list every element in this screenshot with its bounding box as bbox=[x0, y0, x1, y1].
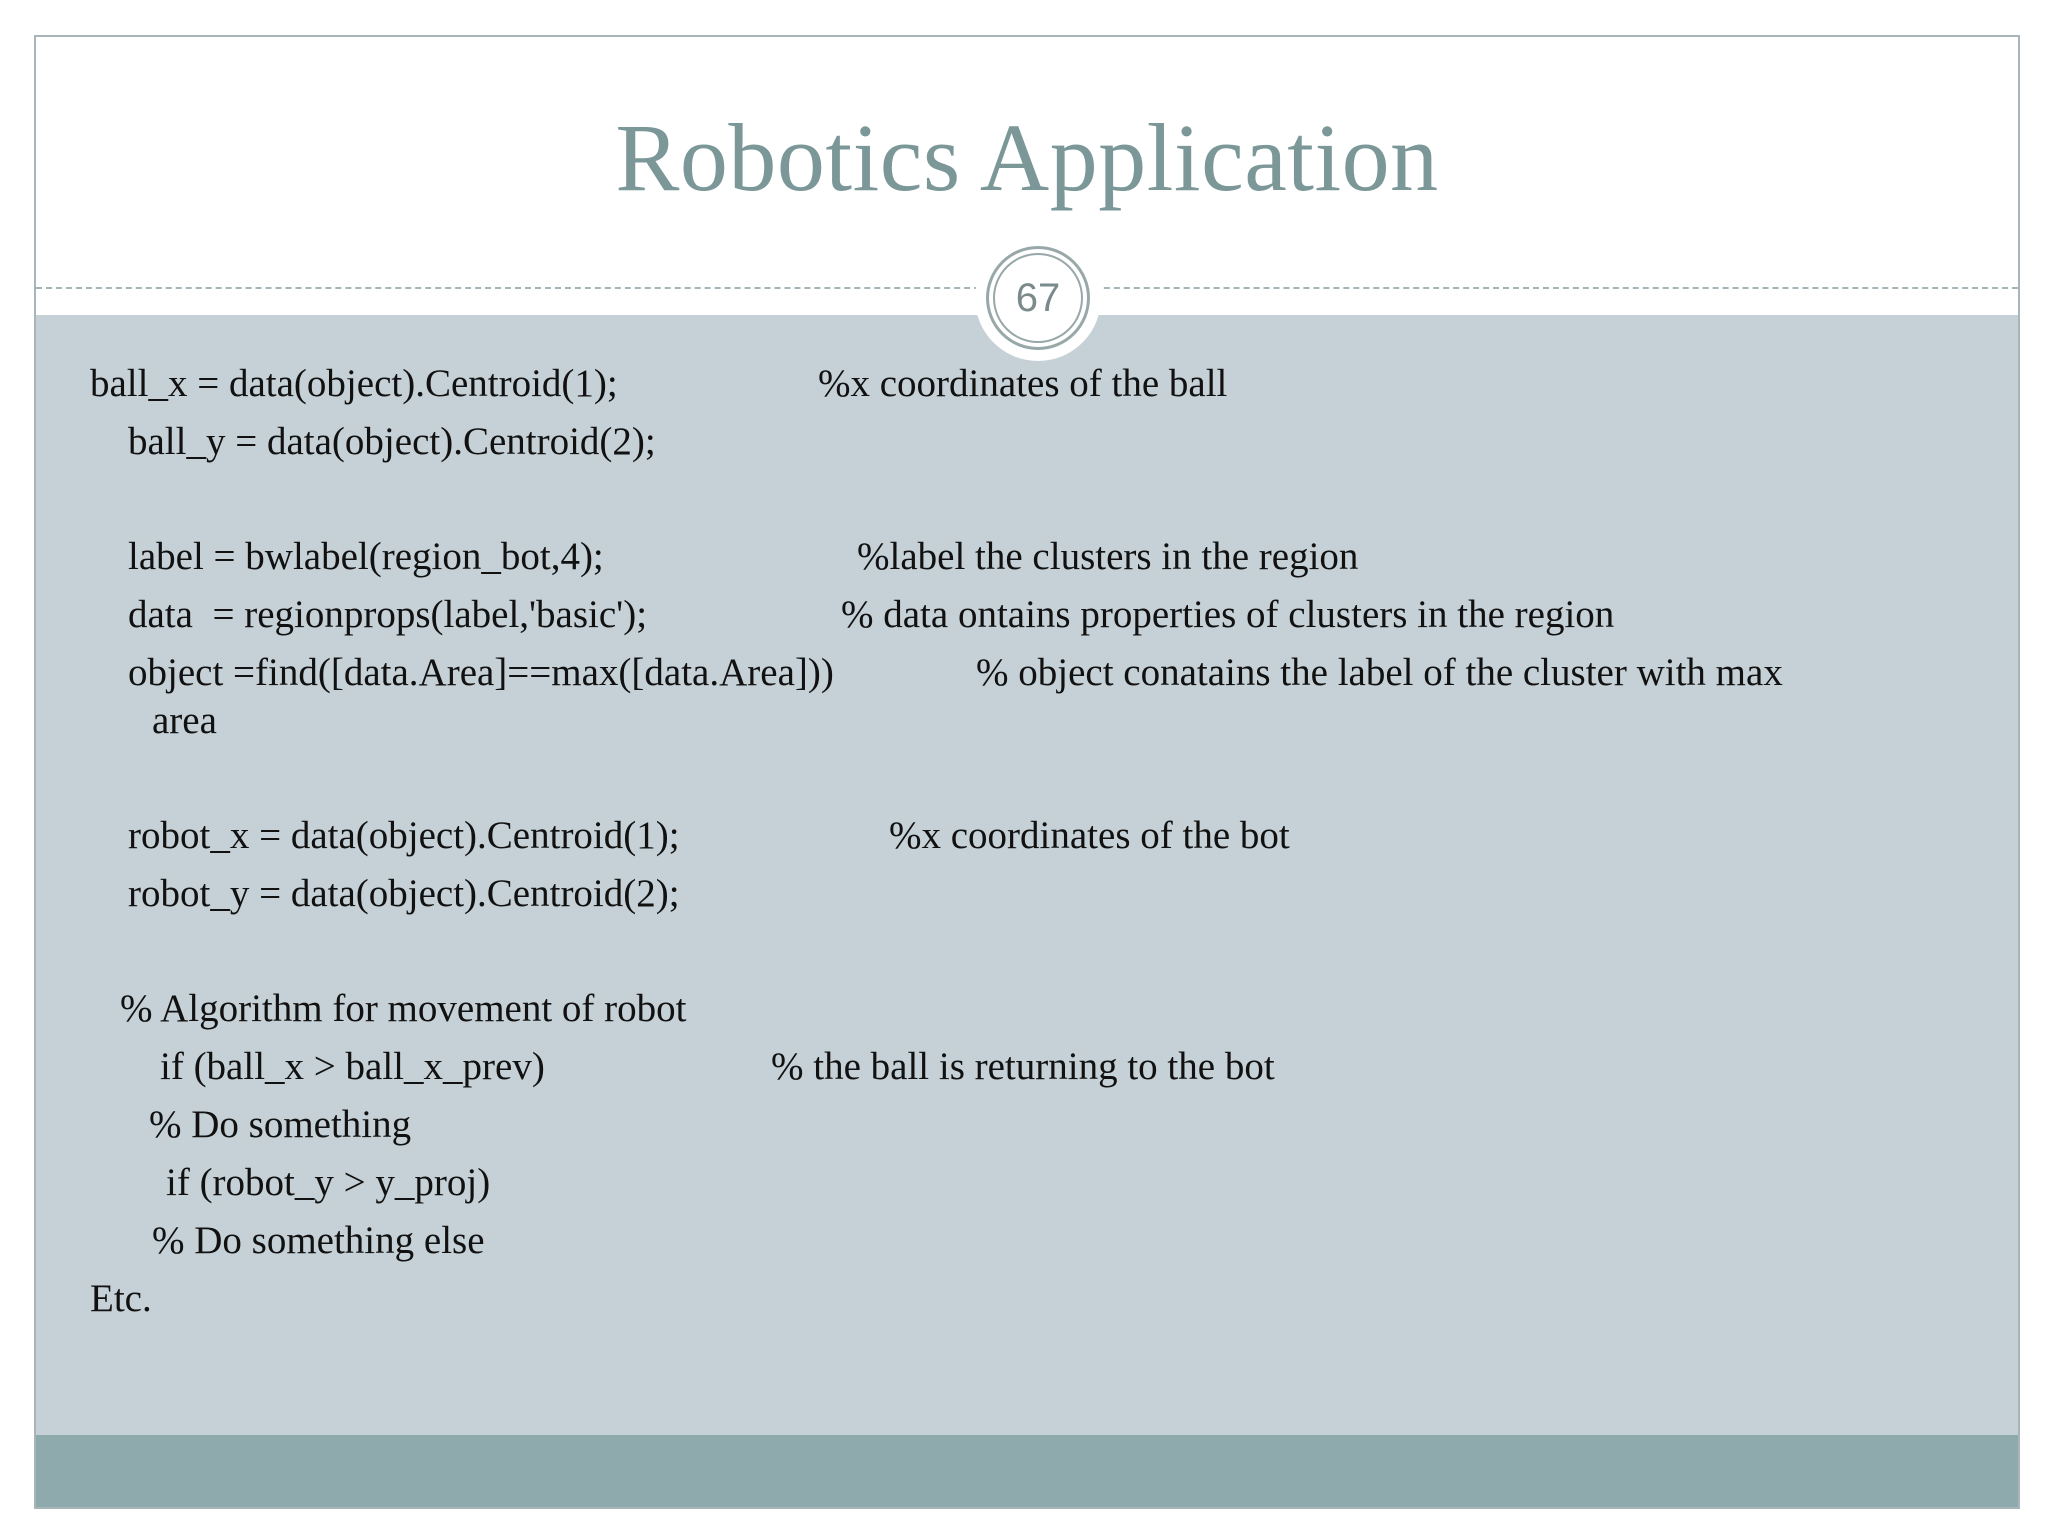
code-line-data: data = regionprops(label,'basic'); bbox=[128, 593, 648, 636]
code-line-ball-x: ball_x = data(object).Centroid(1); bbox=[90, 362, 618, 405]
comment-label: %label the clusters in the region bbox=[857, 535, 1359, 578]
code-line-ball-y: ball_y = data(object).Centroid(2); bbox=[128, 420, 656, 463]
page-number: 67 bbox=[1015, 275, 1061, 320]
slide bbox=[34, 35, 2020, 1509]
code-line-if-ball: if (ball_x > ball_x_prev) bbox=[160, 1045, 545, 1088]
code-line-robot-x: robot_x = data(object).Centroid(1); bbox=[128, 814, 680, 857]
comment-do-something: % Do something bbox=[149, 1103, 412, 1146]
code-line-if-robot: if (robot_y > y_proj) bbox=[166, 1161, 491, 1204]
comment-robot-x: %x coordinates of the bot bbox=[889, 814, 1290, 857]
comment-data: % data ontains properties of clusters in the region bbox=[841, 593, 1615, 636]
comment-object-continued: area bbox=[152, 699, 217, 742]
slide-title: Robotics Application bbox=[615, 104, 1439, 211]
text-etc: Etc. bbox=[90, 1277, 152, 1320]
comment-object: % object conatains the label of the cluster with max bbox=[976, 651, 1783, 694]
comment-algorithm: % Algorithm for movement of robot bbox=[120, 987, 687, 1030]
code-line-object: object =find([data.Area]==max([data.Area])) bbox=[128, 651, 834, 694]
comment-if-ball: % the ball is returning to the bot bbox=[771, 1045, 1275, 1088]
code-line-robot-y: robot_y = data(object).Centroid(2); bbox=[128, 872, 680, 915]
comment-ball-x: %x coordinates of the ball bbox=[818, 362, 1228, 405]
code-line-label: label = bwlabel(region_bot,4); bbox=[128, 535, 604, 578]
page-number-ring bbox=[986, 246, 1090, 350]
footer-bar bbox=[36, 1435, 2018, 1507]
comment-do-something-else: % Do something else bbox=[152, 1219, 485, 1262]
page-number-badge bbox=[975, 235, 1101, 361]
